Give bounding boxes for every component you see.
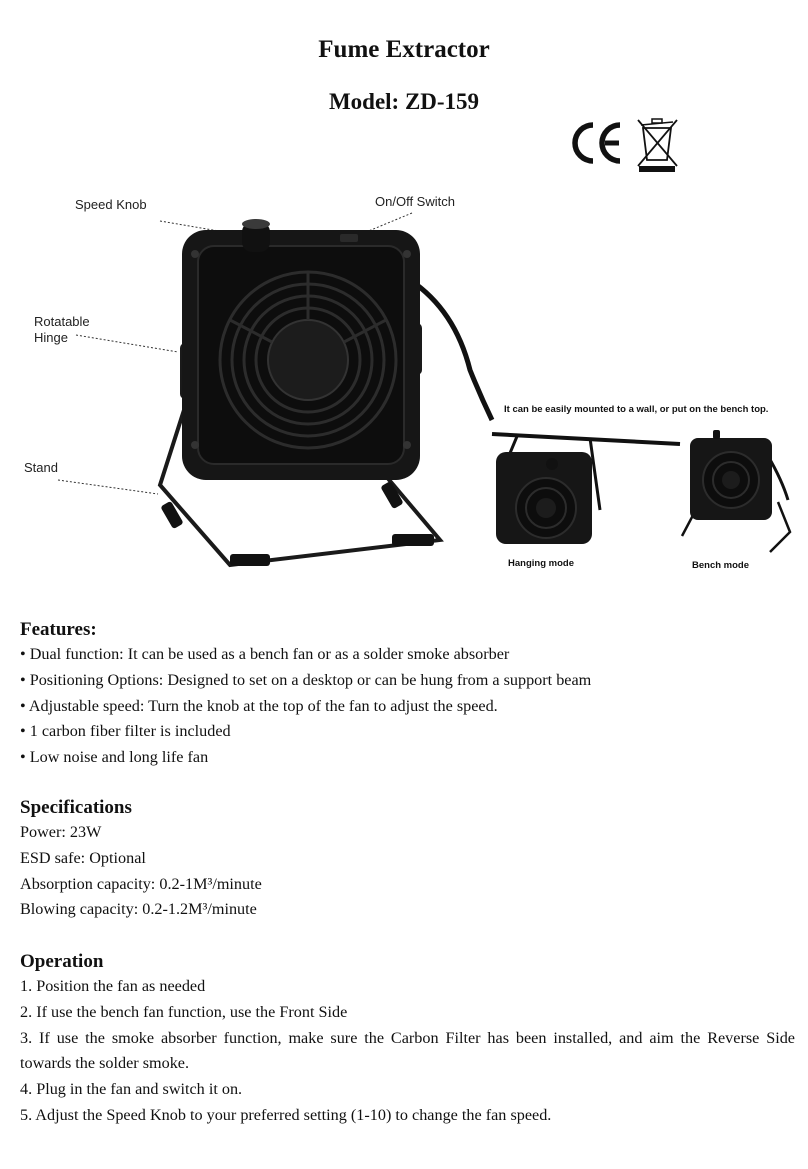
specifications-heading: Specifications (20, 797, 132, 818)
weee-crossed-bin-icon (638, 119, 677, 172)
list-item: 1. Position the fan as needed (20, 977, 206, 995)
certification-marks (563, 116, 679, 174)
list-item: Absorption capacity: 0.2-1M³/minute (20, 874, 262, 893)
list-item: Blowing capacity: 0.2-1.2M³/minute (20, 900, 257, 919)
speed-knob-callout: Speed Knob (75, 197, 147, 212)
list-item: 3. If use the smoke absorber function, make sure the Carbon Filter has been installed, and aim the Reverse Side towards the solder smoke. (20, 1028, 795, 1073)
operation-list (20, 974, 795, 1129)
model-number: Model: ZD-159 (328, 89, 480, 114)
list-item: • Low noise and long life fan (20, 748, 209, 767)
bench-mode-photo (682, 430, 790, 552)
list-item: 4. Plug in the fan and switch it on. (20, 1080, 243, 1099)
list-item: 5. Adjust the Speed Knob to your preferred setting (1-10) to change the fan speed. (20, 1105, 552, 1124)
features-heading: Features: (20, 619, 97, 640)
ce-mark-icon (575, 125, 620, 161)
product-figure (0, 180, 808, 600)
list-item: • 1 carbon fiber filter is included (20, 722, 231, 741)
rotatable-hinge-callout-line1: Rotatable (34, 314, 90, 329)
specifications-list (20, 820, 795, 923)
bench-mode-label: Bench mode (692, 560, 750, 571)
on-off-switch-callout: On/Off Switch (375, 194, 455, 209)
list-item: 2. If use the bench fan function, use the Front Side (20, 1002, 348, 1021)
rotatable-hinge-callout-line2: Hinge (34, 330, 68, 345)
list-item: • Positioning Options: Designed to set on a desktop or can be hung from a support beam (20, 670, 592, 689)
list-item: • Adjustable speed: Turn the knob at the top of the fan to adjust the speed. (20, 696, 498, 715)
features-list (20, 642, 795, 771)
hanging-mode-label: Hanging mode (508, 558, 574, 569)
stand-callout: Stand (24, 460, 58, 475)
page-title: Fume Extractor (318, 36, 490, 63)
mounting-caption: It can be easily mounted to a wall, or put on the bench top. (504, 404, 769, 415)
list-item: • Dual function: It can be used as a bench fan or as a solder smoke absorber (20, 645, 510, 663)
hanging-mode-photo (492, 434, 680, 544)
list-item: ESD safe: Optional (20, 848, 146, 867)
on-off-switch (340, 234, 358, 242)
list-item: Power: 23W (20, 823, 102, 841)
operation-heading: Operation (20, 951, 104, 972)
